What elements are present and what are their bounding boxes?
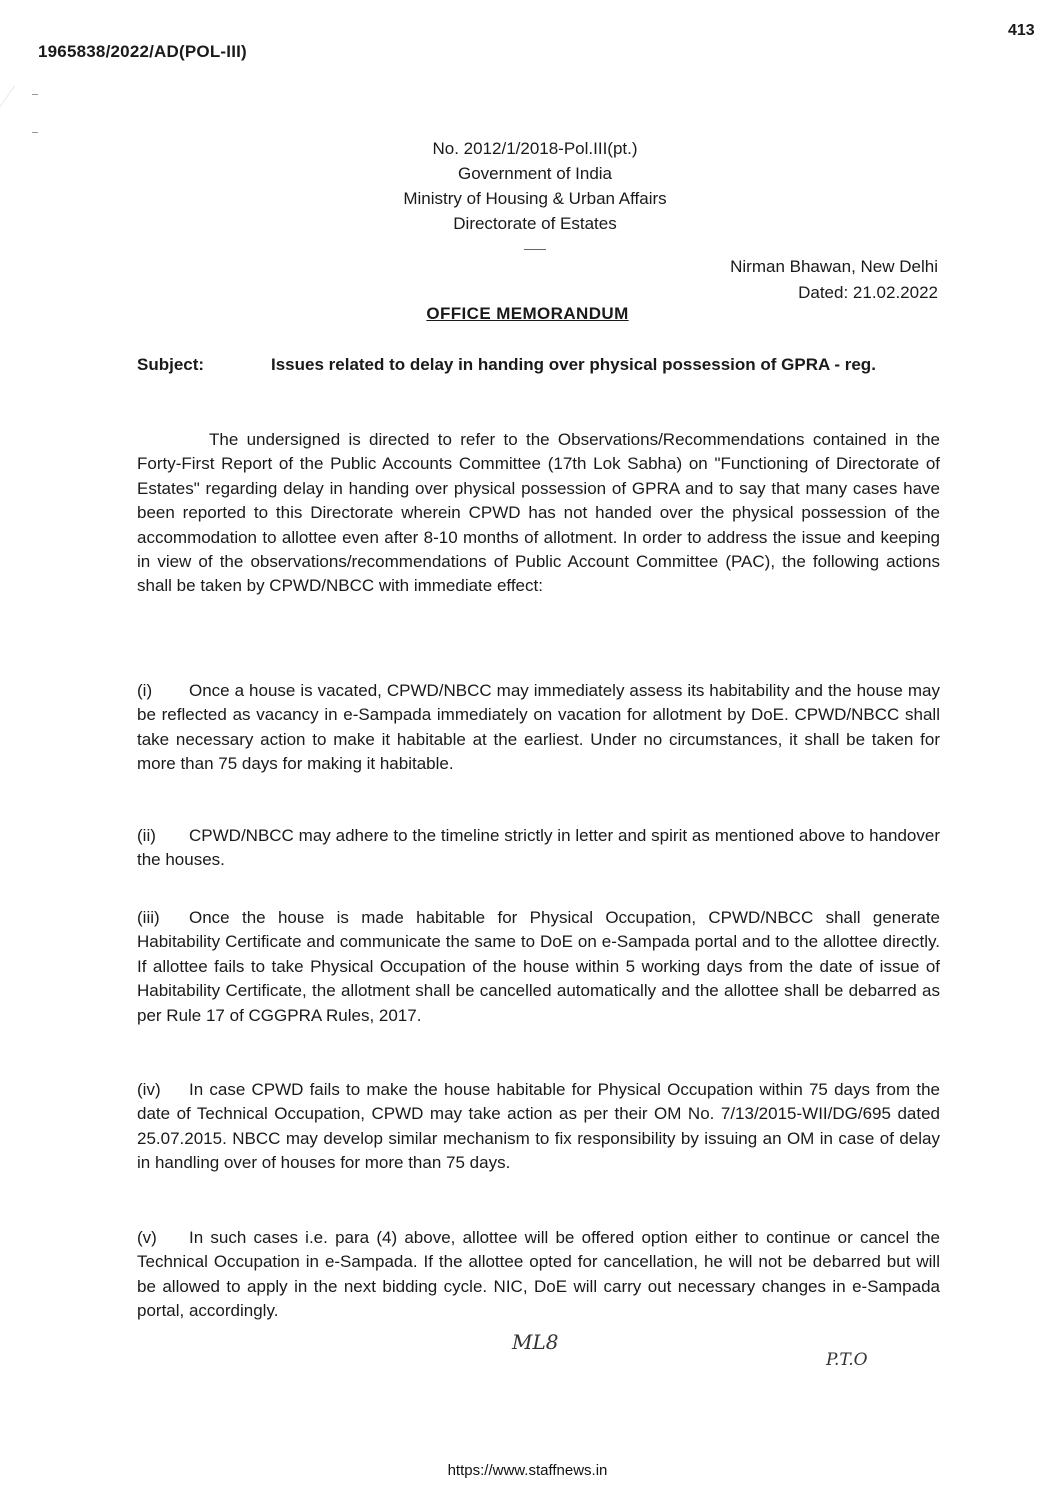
scan-artifact <box>0 86 55 126</box>
letterhead <box>300 136 770 250</box>
directorate-name: Directorate of Estates <box>453 214 617 233</box>
point-text: CPWD/NBCC may adhere to the timeline strictly in letter and spirit as mentioned above to handover the houses. <box>137 826 940 870</box>
intro-paragraph: The undersigned is directed to refer to the Observations/Recommendations contained in the Forty-First Report of the Public Accounts Committee (17th Lok Sabha) on "Functioning of Directorate of Estates" regarding delay in handing over physical possession of GPRA and to say that many cases have been reported to this Directorate wherein CPWD has not handed over the physical possession of the accommodation to allottee even after 8-10 months of allotment. In order to address the issue and keeping in view of the observations/recommendations of Public Account Committee (PAC), the following actions shall be taken by CPWD/NBCC with immediate effect: <box>137 430 940 596</box>
subject-label: Subject: <box>137 355 205 374</box>
handwritten-initials: ML8 <box>512 1330 559 1354</box>
point-ii <box>137 824 940 873</box>
point-number: (iii) <box>137 908 160 927</box>
footer-url: https://www.staffnews.in <box>447 1462 608 1479</box>
page-number: 413 <box>1008 22 1035 39</box>
scan-artifact-dash <box>32 94 38 95</box>
header-divider <box>300 236 770 250</box>
point-iii <box>137 906 940 1028</box>
point-text: Once the house is made habitable for Physical Occupation, CPWD/NBCC shall generate Habitability Certificate and communicate the same to DoE on e-Sampada portal and to the allottee directly. If allottee fails to take Physical Occupation of the house within 5 working days from the date of issue of Habitability Certificate, the allotment shall be cancelled automatically and the allottee shall be debarred as per Rule 17 of CGGPRA Rules, 2017. <box>137 908 940 1025</box>
point-number: (i) <box>137 681 153 700</box>
point-number: (iv) <box>137 1080 161 1099</box>
pto-mark: P.T.O <box>826 1350 868 1370</box>
government-name: Government of India <box>457 164 613 183</box>
point-iv <box>137 1078 940 1176</box>
point-number: (ii) <box>137 826 156 845</box>
file-number: 1965838/2022/AD(POL-III) <box>38 42 247 61</box>
point-text: In such cases i.e. para (4) above, allottee will be offered option either to continue or cancel the Technical Occupation in e-Sampada. If the allottee opted for cancellation, he will not be debarred but will be allowed to apply in the next bidding cycle. NIC, DoE will carry out necessary changes in e-Sampada portal, accordingly. <box>137 1228 940 1321</box>
memo-title: OFFICE MEMORANDUM <box>426 304 629 323</box>
place-date-block <box>730 254 938 306</box>
point-text: In case CPWD fails to make the house habitable for Physical Occupation within 75 days from the date of Technical Occupation, CPWD may take action as per their OM No. 7/13/2015-WII/DG/695 dated 25.07.2015. NBCC may develop similar mechanism to fix responsibility by issuing an OM in case of delay in handling over of houses for more than 75 days. <box>137 1080 940 1173</box>
date: Dated: 21.02.2022 <box>798 283 938 302</box>
scan-artifact-dash <box>32 132 38 133</box>
ministry-name: Ministry of Housing & Urban Affairs <box>403 189 667 208</box>
point-number: (v) <box>137 1228 157 1247</box>
reference-number: No. 2012/1/2018-Pol.III(pt.) <box>432 139 638 158</box>
point-text: Once a house is vacated, CPWD/NBCC may immediately assess its habitability and the house may be reflected as vacancy in e-Sampada immediately on vacation for allotment by DoE. CPWD/NBCC shall take necessary action to make it habitable at the earliest. Under no circumstances, it shall be taken for more than 75 days for making it habitable. <box>137 681 940 774</box>
place: Nirman Bhawan, New Delhi <box>730 257 938 276</box>
subject-line <box>137 353 940 377</box>
point-v <box>137 1226 940 1324</box>
point-i <box>137 679 940 777</box>
subject-text: Issues related to delay in handing over physical possession of GPRA - reg. <box>271 355 876 374</box>
